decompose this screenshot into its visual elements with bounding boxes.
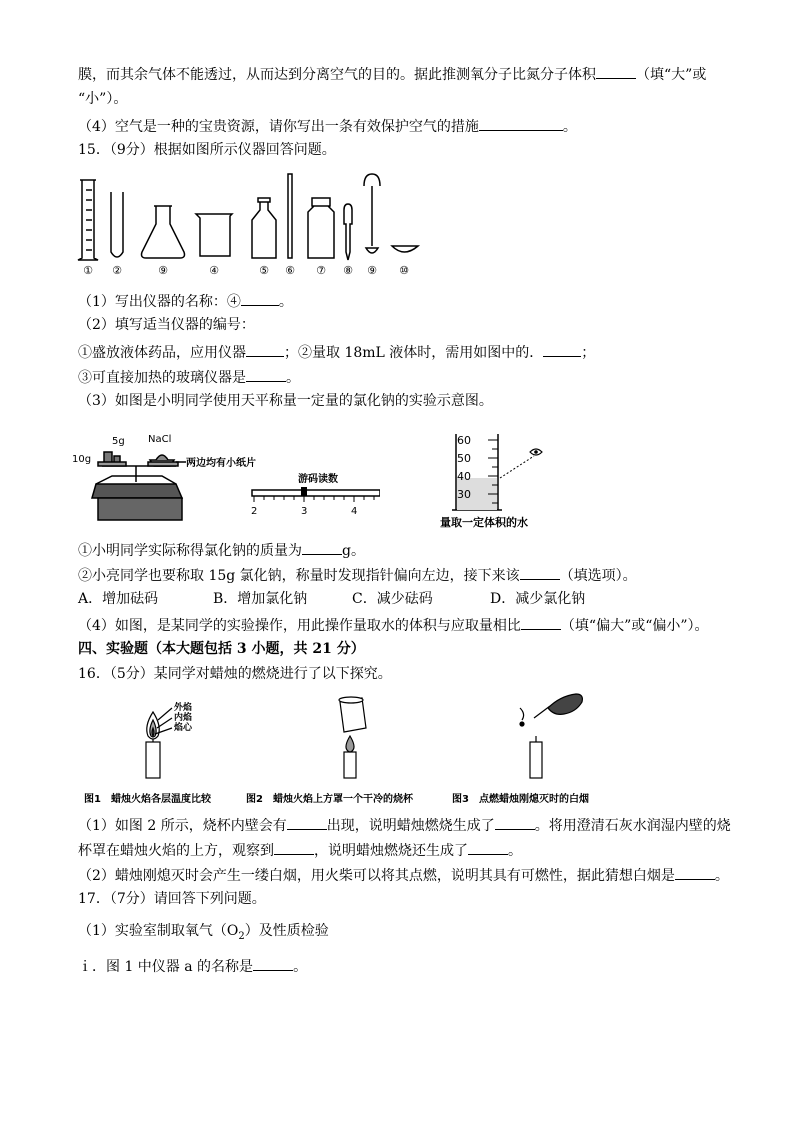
measuring-cylinder-figure [440,430,590,530]
instrument-label: ④ [209,264,219,277]
answer-blank[interactable] [520,565,560,580]
text-segment: （填选项）。 [559,568,637,584]
text-line [78,922,329,946]
text-line [78,392,493,410]
text-segment: （3）如图是小明同学使用天平称量一定量的氯化钠的实验示意图。 [78,393,493,409]
subscript: 2 [238,930,245,942]
nacl-label: NaCl [148,434,172,445]
beaker-icon [196,214,232,256]
cylinder-tick-label: 50 [457,452,471,465]
question-17-title [78,890,266,908]
candle-beaker-icon [339,697,366,778]
answer-blank[interactable] [468,840,508,855]
instrument-label: ⑨ [158,264,168,277]
instrument-label: ② [112,264,122,277]
text-segment: 。将用澄清石灰水润湿内壁的烧 [534,818,731,834]
text-line [78,342,595,362]
answer-blank[interactable] [675,865,715,880]
glass-rod-icon [288,174,292,258]
evaporating-dish-icon [392,246,418,252]
answer-blank[interactable] [495,815,535,830]
rider-title-label: 游码读数 [298,474,338,485]
answer-blank[interactable] [596,64,636,79]
text-segment: ｉ．图 1 中仪器 a 的名称是 [78,959,254,975]
text-segment: 。 [508,843,522,859]
text-segment: 出现，说明蜡烛燃烧生成了 [326,818,495,834]
balance-figure [72,430,380,524]
candle-match-icon [520,694,582,778]
text-line [78,615,709,635]
text-segment: （填“偏大”或“偏小”）。 [560,618,709,634]
text-segment: ；②量取 18mL 液体时，需用如图中的． [284,345,544,361]
instrument-label: ⑧ [343,264,353,277]
text-segment: “小”）。 [78,91,128,107]
answer-blank[interactable] [246,342,284,357]
text-segment: （4）空气是一种的宝贵资源，请你写出一条有效保护空气的措施 [78,119,479,135]
rider-marker-icon [301,487,307,496]
text-segment: （2）蜡烛刚熄灭时会产生一缕白烟，用火柴可以将其点燃，说明其具有可燃性，据此猜想白烟是 [78,868,675,884]
figure-3-caption: 图3 点燃蜡烛刚熄灭时的白烟 [452,794,589,805]
flame-core-label: 焰心 [174,723,193,733]
text-line [78,116,577,136]
weight-10g-label: 10g [72,454,92,465]
option-c[interactable]: C．减少砝码 [352,591,433,607]
balance-base-icon [92,484,182,498]
instruments-figure [76,166,421,278]
wide-mouth-bottle-icon [308,198,334,258]
option-d[interactable]: D．减少氯化钠 [490,591,586,607]
cylinder-tick-label: 40 [457,470,471,483]
instrument-label: ① [83,264,93,277]
text-line [78,64,706,84]
text-segment: （4）如图，是某同学的实验操作，用此操作量取水的体积与应取量相比 [78,618,521,634]
instrument-label: ⑤ [259,264,269,277]
combustion-spoon-icon [364,174,380,253]
instrument-label: ⑨ [367,264,377,277]
text-segment: ）及性质检验 [244,923,329,939]
text-segment: 16．（5分）某同学对蜡烛的燃烧进行了以下探究。 [78,666,392,682]
conical-flask-icon [142,206,185,258]
instrument-label: ⑦ [316,264,326,277]
rider-tick-label: 2 [251,506,258,517]
answer-blank[interactable] [479,116,563,131]
text-segment: （1）写出仪器的名称：④ [78,294,241,310]
text-segment: 杯罩在蜡烛火焰的上方，观察到 [78,843,274,859]
text-segment: 。 [286,370,300,386]
text-line [78,865,729,885]
answer-blank[interactable] [274,840,314,855]
answer-blank[interactable] [241,291,279,306]
cylinder-tick-label: 60 [457,434,471,447]
option-a[interactable]: A．增加砝码 [78,591,159,607]
answer-blank[interactable] [246,367,286,382]
answer-blank[interactable] [521,615,561,630]
text-segment: ②小亮同学也要称取 15g 氯化钠，称量时发现指针偏向左边，接下来该 [78,568,520,584]
figure-2-caption: 图2 蜡烛火焰上方罩一个干冷的烧杯 [246,794,413,805]
text-line [78,840,522,860]
text-segment: 15．（9分）根据如图所示仪器回答问题。 [78,142,336,158]
flame-inner-label: 内焰 [174,713,193,723]
candle-icon [146,708,172,778]
instrument-label: ⑩ [399,264,409,277]
text-segment: 17．（7分）请回答下列问题。 [78,891,266,907]
dropper-icon [344,204,352,260]
text-segment: g。 [342,543,365,559]
question-15-title [78,141,336,159]
text-segment: 。 [714,868,729,884]
rider-tick-label: 3 [301,506,308,517]
text-line [78,815,731,835]
text-segment: ①盛放液体药品，应用仪器 [78,345,246,361]
answer-blank[interactable] [253,956,293,971]
text-line [78,540,365,560]
answer-blank[interactable] [302,540,342,555]
question-16-title [78,665,392,683]
figure-1-caption: 图1 蜡烛火焰各层温度比较 [84,794,211,805]
text-segment: 。 [293,959,308,975]
text-segment: （2）填写适当仪器的编号： [78,317,255,333]
option-b[interactable]: B．增加氯化钠 [213,591,308,607]
text-line [78,565,637,585]
text-line [78,367,300,387]
section-heading: 四、实验题（本大题包括 3 小题，共 21 分） [78,641,365,657]
paper-note-label: 两边均有小纸片 [186,458,256,469]
text-line [78,316,255,334]
text-segment: ； [581,345,596,361]
text-segment: 膜，而其余气体不能透过，从而达到分离空气的目的。据此推测氧分子比氮分子体积 [78,67,596,83]
answer-blank[interactable] [543,342,581,357]
text-segment: ③可直接加热的玻璃仪器是 [78,370,246,386]
weight-5g-label: 5g [112,436,125,447]
text-line [78,956,307,976]
reagent-bottle-icon [252,198,276,258]
text-segment: （填“大”或 [636,67,707,83]
text-segment: （1）实验室制取氧气（O [78,923,239,939]
cylinder-tick-label: 30 [457,488,471,501]
text-line [78,291,293,311]
instrument-label: ⑥ [285,264,295,277]
text-segment: 。 [278,294,293,310]
candle-figure [130,690,610,782]
text-line [78,90,127,108]
text-segment: ，说明蜡烛燃烧还生成了 [314,843,468,859]
answer-blank[interactable] [287,815,327,830]
flame-outer-label: 外焰 [174,703,193,713]
text-segment: （1）如图 2 所示，烧杯内壁会有 [78,818,287,834]
cylinder-caption: 量取一定体积的水 [440,516,528,529]
test-tube-icon [111,192,123,257]
rider-tick-label: 4 [351,506,358,517]
text-segment: ①小明同学实际称得氯化钠的质量为 [78,543,302,559]
text-segment: 。 [562,119,577,135]
